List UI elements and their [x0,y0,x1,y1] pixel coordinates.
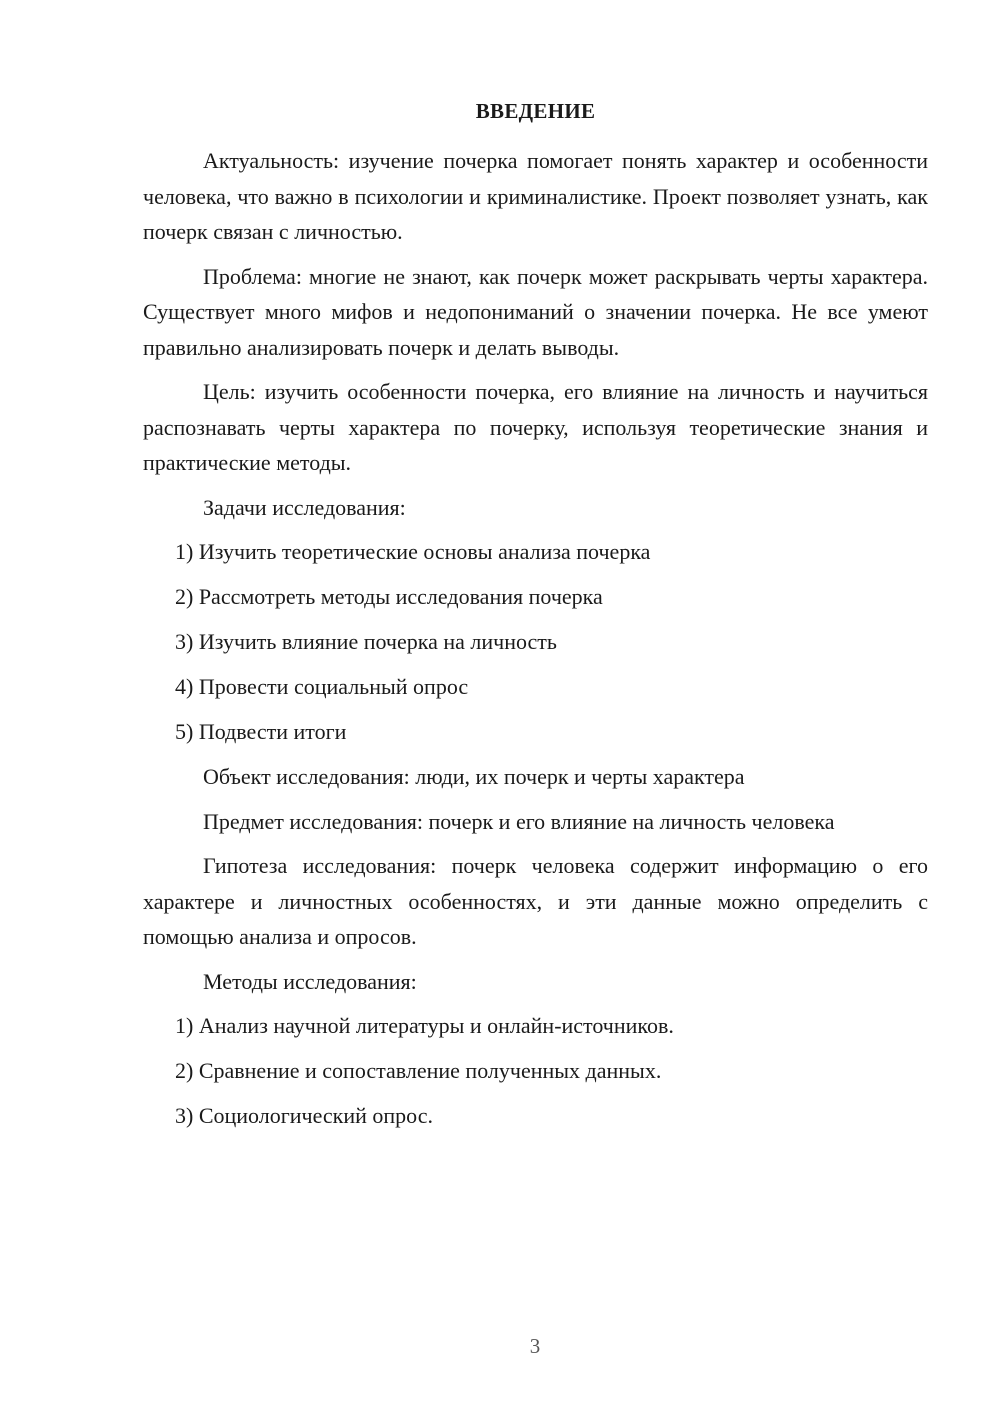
page-number: 3 [529,1334,541,1358]
method-item: 1) Анализ научной литературы и онлайн-источников. [175,1013,674,1038]
paragraph-subject: Предмет исследования: почерк и его влияние на личность человека [203,808,835,834]
paragraph-hypothesis: Гипотеза исследования: почерк человека содержит информацию о его характере и личностных особенностях, и эти данные можно определить с помощью анализа и опросов. [143,853,928,949]
task-item: 5) Подвести итоги [175,719,347,744]
document-body [143,143,928,1143]
task-item: 2) Рассмотреть методы исследования почерка [175,584,603,609]
task-item: 4) Провести социальный опрос [175,674,469,699]
tasks-list [143,534,928,750]
task-item: 1) Изучить теоретические основы анализа почерка [175,539,651,564]
tasks-heading: Задачи исследования: [203,494,406,520]
methods-list [143,1008,928,1134]
paragraph-relevance: Актуальность: изучение почерка помогает понять характер и особенности человека, что важно в психологии и криминалистике. Проект позволяет узнать, как почерк связан с личностью. [143,148,928,244]
method-item: 3) Социологический опрос. [175,1103,433,1128]
task-item: 3) Изучить влияние почерка на личность [175,629,557,654]
page-title: ВВЕДЕНИЕ [475,99,596,123]
methods-heading: Методы исследования: [203,968,417,994]
method-item: 2) Сравнение и сопоставление полученных данных. [175,1058,662,1083]
paragraph-object: Объект исследования: люди, их почерк и черты характера [203,764,745,789]
paragraph-goal: Цель: изучить особенности почерка, его влияние на личность и научиться распознавать черты характера по почерку, используя теоретические знания и практические методы. [143,379,928,475]
paragraph-problem: Проблема: многие не знают, как почерк может раскрывать черты характера. Существует много мифов и недопониманий о значении почерка. Не все умеют правильно анализировать почерк и делать выводы. [143,263,928,360]
